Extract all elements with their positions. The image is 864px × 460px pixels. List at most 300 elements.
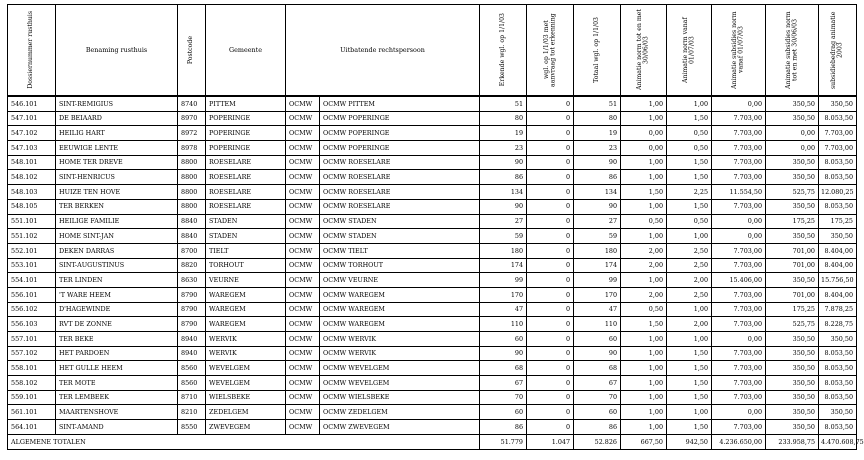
cell-beds-pending: 0 — [527, 214, 574, 229]
cell-beds-recognized: 59 — [480, 229, 527, 244]
cell-beds-total: 90 — [574, 199, 621, 214]
cell-gemeente: WERVIK — [206, 346, 286, 361]
cell-norm-old: 0,00 — [621, 141, 667, 156]
table-row — [8, 376, 857, 391]
cell-subsidy-old: 350,50 — [766, 273, 819, 288]
cell-subsidy-new: 7.703,00 — [712, 317, 766, 332]
cell-subsidy-old: 0,00 — [766, 141, 819, 156]
cell-norm-new: 2,00 — [667, 317, 712, 332]
cell-norm-new: 1,50 — [667, 420, 712, 435]
cell-operator: OCMW POPERINGE — [320, 141, 480, 156]
cell-norm-old: 1,00 — [621, 390, 667, 405]
nursing-home-subsidy-table — [7, 4, 864, 450]
cell-dossier: 547.101 — [8, 111, 56, 126]
cell-name: RVT DE ZONNE — [56, 317, 178, 332]
cell-dossier: 558.102 — [8, 376, 56, 391]
cell-beds-total: 90 — [574, 346, 621, 361]
cell-dossier: 556.103 — [8, 317, 56, 332]
cell-subsidy-new: 0,00 — [712, 229, 766, 244]
cell-name: SINT-AUGUSTINUS — [56, 258, 178, 273]
header-norm-old: Animatie norm tot en met 30/06/03 — [621, 5, 667, 97]
cell-postcode: 8940 — [178, 346, 206, 361]
cell-operator: OCMW WAREGEM — [320, 317, 480, 332]
table-row — [8, 126, 857, 141]
cell-norm-new: 2,50 — [667, 287, 712, 302]
cell-name: HET GULLE HEEM — [56, 361, 178, 376]
cell-beds-total: 99 — [574, 273, 621, 288]
cell-beds-total: 180 — [574, 243, 621, 258]
cell-postcode: 8550 — [178, 420, 206, 435]
cell-beds-total: 86 — [574, 420, 621, 435]
cell-operator-type: OCMW — [286, 287, 320, 302]
cell-subsidy-old: 350,50 — [766, 111, 819, 126]
cell-subsidy-amount: 350,50 — [819, 332, 857, 347]
cell-norm-old: 1,00 — [621, 229, 667, 244]
cell-norm-old: 1,00 — [621, 420, 667, 435]
cell-beds-total: 110 — [574, 317, 621, 332]
cell-postcode: 8740 — [178, 96, 206, 111]
cell-beds-recognized: 67 — [480, 376, 527, 391]
cell-name: EEUWIGE LENTE — [56, 141, 178, 156]
totals-label: ALGEMENE TOTALEN — [8, 434, 480, 449]
cell-dossier: 557.101 — [8, 332, 56, 347]
cell-dossier: 548.101 — [8, 155, 56, 170]
cell-name: TER MOTE — [56, 376, 178, 391]
cell-norm-new: 1,00 — [667, 229, 712, 244]
totals-norm-old: 667,50 — [621, 434, 667, 449]
cell-beds-pending: 0 — [527, 405, 574, 420]
cell-dossier: 556.102 — [8, 302, 56, 317]
cell-operator: OCMW ROESELARE — [320, 170, 480, 185]
cell-operator-type: OCMW — [286, 126, 320, 141]
cell-dossier: 546.101 — [8, 96, 56, 111]
header-gemeente: Gemeente — [206, 5, 286, 97]
table-row — [8, 361, 857, 376]
cell-norm-new: 1,50 — [667, 390, 712, 405]
cell-operator: OCMW WEVELGEM — [320, 376, 480, 391]
cell-subsidy-amount: 350,50 — [819, 96, 857, 111]
cell-beds-total: 70 — [574, 390, 621, 405]
cell-norm-new: 1,50 — [667, 361, 712, 376]
table-row — [8, 332, 857, 347]
cell-dossier: 553.101 — [8, 258, 56, 273]
cell-norm-old: 1,50 — [621, 185, 667, 200]
cell-operator-type: OCMW — [286, 405, 320, 420]
cell-beds-recognized: 47 — [480, 302, 527, 317]
cell-norm-new: 1,50 — [667, 170, 712, 185]
cell-beds-recognized: 60 — [480, 332, 527, 347]
cell-beds-pending: 0 — [527, 185, 574, 200]
cell-operator-type: OCMW — [286, 214, 320, 229]
cell-dossier: 548.105 — [8, 199, 56, 214]
cell-gemeente: ZEDELGEM — [206, 405, 286, 420]
cell-operator: OCMW PITTEM — [320, 96, 480, 111]
cell-operator-type: OCMW — [286, 185, 320, 200]
cell-operator-type: OCMW — [286, 302, 320, 317]
cell-norm-old: 1,00 — [621, 332, 667, 347]
cell-postcode: 8700 — [178, 243, 206, 258]
cell-subsidy-new: 0,00 — [712, 214, 766, 229]
cell-subsidy-old: 350,50 — [766, 332, 819, 347]
cell-norm-new: 1,50 — [667, 346, 712, 361]
cell-operator-type: OCMW — [286, 376, 320, 391]
cell-beds-pending: 0 — [527, 376, 574, 391]
cell-postcode: 8790 — [178, 317, 206, 332]
cell-norm-old: 2,00 — [621, 258, 667, 273]
cell-operator-type: OCMW — [286, 332, 320, 347]
cell-beds-recognized: 99 — [480, 273, 527, 288]
cell-subsidy-old: 350,50 — [766, 346, 819, 361]
cell-operator-type: OCMW — [286, 155, 320, 170]
cell-gemeente: STADEN — [206, 229, 286, 244]
header-beds-in-progress: wgl. op 1/1/03 met aanvraag tot erkenning — [527, 5, 574, 97]
cell-gemeente: POPERINGE — [206, 111, 286, 126]
cell-operator: OCMW WEVELGEM — [320, 361, 480, 376]
cell-dossier: 557.102 — [8, 346, 56, 361]
cell-operator-type: OCMW — [286, 170, 320, 185]
cell-subsidy-amount: 8.053,50 — [819, 170, 857, 185]
cell-dossier: 548.102 — [8, 170, 56, 185]
cell-norm-new: 0,50 — [667, 126, 712, 141]
cell-postcode: 8790 — [178, 287, 206, 302]
cell-gemeente: WEVELGEM — [206, 376, 286, 391]
table-row — [8, 170, 857, 185]
cell-dossier: 552.101 — [8, 243, 56, 258]
cell-norm-old: 1,00 — [621, 273, 667, 288]
header-subsidy-norm-new: Animatie subsidies norm vanaf 01/07/03 — [712, 5, 766, 97]
cell-subsidy-new: 7.703,00 — [712, 155, 766, 170]
header-beds-total: Totaal wgl. op 1/1/03 — [574, 5, 621, 97]
cell-subsidy-amount: 350,50 — [819, 229, 857, 244]
cell-norm-new: 1,00 — [667, 302, 712, 317]
cell-beds-recognized: 174 — [480, 258, 527, 273]
cell-subsidy-new: 7.703,00 — [712, 390, 766, 405]
cell-beds-total: 23 — [574, 141, 621, 156]
cell-subsidy-amount: 8.404,00 — [819, 287, 857, 302]
cell-operator: OCMW WIELSBEKE — [320, 390, 480, 405]
cell-name: HOME TER DREVE — [56, 155, 178, 170]
cell-subsidy-old: 701,00 — [766, 287, 819, 302]
cell-norm-old: 0,50 — [621, 214, 667, 229]
cell-dossier: 547.103 — [8, 141, 56, 156]
cell-name: SINT-AMAND — [56, 420, 178, 435]
cell-beds-total: 67 — [574, 376, 621, 391]
cell-gemeente: PITTEM — [206, 96, 286, 111]
cell-operator-type: OCMW — [286, 229, 320, 244]
cell-subsidy-new: 7.703,00 — [712, 141, 766, 156]
cell-name: HET PARDOEN — [56, 346, 178, 361]
cell-name: HOME SINT-JAN — [56, 229, 178, 244]
cell-subsidy-old: 350,50 — [766, 361, 819, 376]
header-postcode: Postcode — [178, 5, 206, 97]
cell-subsidy-amount: 7.703,00 — [819, 141, 857, 156]
cell-postcode: 8840 — [178, 214, 206, 229]
cell-beds-total: 174 — [574, 258, 621, 273]
cell-subsidy-amount: 12.080,25 — [819, 185, 857, 200]
cell-beds-recognized: 110 — [480, 317, 527, 332]
header-name: Benaming rusthuis — [56, 5, 178, 97]
cell-gemeente: ROESELARE — [206, 199, 286, 214]
header-beds-recognized: Erkende wgl. op 1/1/03 — [480, 5, 527, 97]
cell-name: MAARTENSHOVE — [56, 405, 178, 420]
cell-beds-recognized: 86 — [480, 170, 527, 185]
cell-dossier: 559.101 — [8, 390, 56, 405]
cell-gemeente: WAREGEM — [206, 317, 286, 332]
cell-norm-old: 1,00 — [621, 199, 667, 214]
totals-subsidy-new: 4.236.650,00 — [712, 434, 766, 449]
cell-operator: OCMW ZWEVEGEM — [320, 420, 480, 435]
cell-beds-recognized: 27 — [480, 214, 527, 229]
cell-postcode: 8800 — [178, 155, 206, 170]
cell-beds-recognized: 60 — [480, 405, 527, 420]
cell-beds-recognized: 51 — [480, 96, 527, 111]
cell-beds-total: 47 — [574, 302, 621, 317]
cell-subsidy-amount: 7.878,25 — [819, 302, 857, 317]
cell-subsidy-old: 350,50 — [766, 170, 819, 185]
cell-beds-recognized: 19 — [480, 126, 527, 141]
cell-subsidy-new: 15.406,00 — [712, 273, 766, 288]
cell-beds-pending: 0 — [527, 126, 574, 141]
cell-norm-new: 0,50 — [667, 214, 712, 229]
cell-subsidy-new: 7.703,00 — [712, 287, 766, 302]
cell-beds-recognized: 170 — [480, 287, 527, 302]
cell-subsidy-old: 0,00 — [766, 126, 819, 141]
table-row — [8, 199, 857, 214]
cell-norm-old: 2,00 — [621, 287, 667, 302]
cell-postcode: 8710 — [178, 390, 206, 405]
cell-norm-new: 1,50 — [667, 376, 712, 391]
cell-subsidy-old: 350,50 — [766, 405, 819, 420]
cell-norm-old: 1,00 — [621, 96, 667, 111]
cell-subsidy-new: 0,00 — [712, 96, 766, 111]
cell-postcode: 8560 — [178, 376, 206, 391]
cell-norm-old: 1,00 — [621, 361, 667, 376]
cell-name: DEKEN DARRAS — [56, 243, 178, 258]
cell-norm-new: 1,50 — [667, 111, 712, 126]
cell-beds-total: 90 — [574, 155, 621, 170]
cell-name: HUIZE TEN HOVE — [56, 185, 178, 200]
cell-beds-total: 170 — [574, 287, 621, 302]
cell-postcode: 8800 — [178, 185, 206, 200]
cell-subsidy-amount: 8.053,50 — [819, 420, 857, 435]
cell-operator-type: OCMW — [286, 258, 320, 273]
totals-subsidy-old: 233.958,75 — [766, 434, 819, 449]
cell-gemeente: WAREGEM — [206, 302, 286, 317]
cell-postcode: 8840 — [178, 229, 206, 244]
cell-postcode: 8790 — [178, 302, 206, 317]
cell-operator: OCMW ROESELARE — [320, 185, 480, 200]
cell-operator-type: OCMW — [286, 96, 320, 111]
cell-beds-recognized: 90 — [480, 346, 527, 361]
cell-subsidy-old: 701,00 — [766, 258, 819, 273]
table-row — [8, 390, 857, 405]
cell-dossier: 548.103 — [8, 185, 56, 200]
table-row — [8, 185, 857, 200]
cell-subsidy-new: 7.703,00 — [712, 199, 766, 214]
cell-postcode: 8800 — [178, 170, 206, 185]
cell-operator: OCMW WAREGEM — [320, 287, 480, 302]
header-dossier: Dossiernummer rusthuis — [8, 5, 56, 97]
cell-beds-recognized: 90 — [480, 155, 527, 170]
cell-gemeente: WEVELGEM — [206, 361, 286, 376]
cell-operator-type: OCMW — [286, 390, 320, 405]
table-row — [8, 287, 857, 302]
cell-operator-type: OCMW — [286, 317, 320, 332]
cell-norm-old: 1,00 — [621, 170, 667, 185]
cell-subsidy-new: 7.703,00 — [712, 258, 766, 273]
cell-subsidy-new: 11.554,50 — [712, 185, 766, 200]
table-row — [8, 141, 857, 156]
cell-dossier: 547.102 — [8, 126, 56, 141]
cell-beds-recognized: 68 — [480, 361, 527, 376]
table-row — [8, 243, 857, 258]
cell-subsidy-new: 0,00 — [712, 405, 766, 420]
cell-subsidy-old: 350,50 — [766, 199, 819, 214]
cell-beds-total: 51 — [574, 96, 621, 111]
cell-beds-pending: 0 — [527, 170, 574, 185]
table-row — [8, 229, 857, 244]
cell-gemeente: WIELSBEKE — [206, 390, 286, 405]
cell-postcode: 8940 — [178, 332, 206, 347]
cell-beds-total: 60 — [574, 332, 621, 347]
cell-gemeente: TIELT — [206, 243, 286, 258]
cell-dossier: 551.101 — [8, 214, 56, 229]
cell-operator: OCMW ZEDELGEM — [320, 405, 480, 420]
cell-postcode: 8972 — [178, 126, 206, 141]
cell-subsidy-new: 7.703,00 — [712, 170, 766, 185]
table-row — [8, 273, 857, 288]
totals-beds: 52.826 — [574, 434, 621, 449]
cell-postcode: 8978 — [178, 141, 206, 156]
cell-name: HEILIGE FAMILIE — [56, 214, 178, 229]
table-row — [8, 420, 857, 435]
cell-norm-new: 1,00 — [667, 96, 712, 111]
cell-beds-pending: 0 — [527, 273, 574, 288]
cell-norm-old: 2,00 — [621, 243, 667, 258]
cell-dossier: 561.101 — [8, 405, 56, 420]
cell-subsidy-amount: 15.756,50 — [819, 273, 857, 288]
cell-operator: OCMW WAREGEM — [320, 302, 480, 317]
cell-operator-type: OCMW — [286, 273, 320, 288]
cell-dossier: 556.101 — [8, 287, 56, 302]
cell-subsidy-old: 350,50 — [766, 96, 819, 111]
cell-subsidy-amount: 175,25 — [819, 214, 857, 229]
cell-beds-recognized: 80 — [480, 111, 527, 126]
header-row — [8, 5, 857, 97]
cell-beds-pending: 0 — [527, 361, 574, 376]
cell-beds-pending: 0 — [527, 302, 574, 317]
cell-postcode: 8630 — [178, 273, 206, 288]
totals-row — [8, 434, 857, 449]
cell-operator-type: OCMW — [286, 199, 320, 214]
cell-subsidy-amount: 7.703,00 — [819, 126, 857, 141]
cell-gemeente: ROESELARE — [206, 155, 286, 170]
cell-dossier: 551.102 — [8, 229, 56, 244]
cell-beds-pending: 0 — [527, 155, 574, 170]
totals-norm-new: 942,50 — [667, 434, 712, 449]
table-row — [8, 258, 857, 273]
cell-subsidy-new: 7.703,00 — [712, 243, 766, 258]
cell-beds-pending: 0 — [527, 229, 574, 244]
cell-operator: OCMW WERVIK — [320, 346, 480, 361]
cell-operator-type: OCMW — [286, 420, 320, 435]
totals-pending: 1.047 — [527, 434, 574, 449]
cell-norm-new: 2,00 — [667, 273, 712, 288]
cell-operator: OCMW TIELT — [320, 243, 480, 258]
cell-beds-pending: 0 — [527, 111, 574, 126]
cell-dossier: 558.101 — [8, 361, 56, 376]
cell-subsidy-new: 7.703,00 — [712, 361, 766, 376]
table-row — [8, 214, 857, 229]
cell-subsidy-old: 350,50 — [766, 229, 819, 244]
cell-subsidy-amount: 8.053,50 — [819, 155, 857, 170]
header-norm-new: Animatie norm vanaf 01/07/03 — [667, 5, 712, 97]
cell-operator-type: OCMW — [286, 243, 320, 258]
cell-norm-old: 1,50 — [621, 317, 667, 332]
cell-name: D'HAGEWINDE — [56, 302, 178, 317]
cell-subsidy-amount: 8.053,50 — [819, 346, 857, 361]
cell-gemeente: POPERINGE — [206, 126, 286, 141]
cell-operator-type: OCMW — [286, 361, 320, 376]
cell-operator: OCMW POPERINGE — [320, 111, 480, 126]
cell-subsidy-old: 350,50 — [766, 155, 819, 170]
header-operator: Uitbatende rechtspersoon — [286, 5, 480, 97]
cell-norm-new: 1,00 — [667, 332, 712, 347]
cell-norm-old: 1,00 — [621, 405, 667, 420]
cell-name: HEILIG HART — [56, 126, 178, 141]
cell-norm-new: 1,50 — [667, 199, 712, 214]
cell-gemeente: TORHOUT — [206, 258, 286, 273]
cell-beds-recognized: 70 — [480, 390, 527, 405]
table-row — [8, 317, 857, 332]
cell-beds-total: 19 — [574, 126, 621, 141]
cell-subsidy-amount: 8.404,00 — [819, 258, 857, 273]
cell-beds-pending: 0 — [527, 420, 574, 435]
cell-gemeente: ZWEVEGEM — [206, 420, 286, 435]
table-row — [8, 346, 857, 361]
cell-subsidy-new: 7.703,00 — [712, 420, 766, 435]
cell-subsidy-new: 7.703,00 — [712, 302, 766, 317]
cell-subsidy-amount: 8.053,50 — [819, 390, 857, 405]
cell-norm-old: 1,00 — [621, 346, 667, 361]
cell-beds-total: 134 — [574, 185, 621, 200]
table-row — [8, 302, 857, 317]
cell-norm-new: 2,50 — [667, 258, 712, 273]
cell-operator-type: OCMW — [286, 346, 320, 361]
cell-name: TER LEMBEEK — [56, 390, 178, 405]
table-row — [8, 405, 857, 420]
cell-beds-total: 86 — [574, 170, 621, 185]
cell-norm-old: 1,00 — [621, 111, 667, 126]
cell-norm-old: 1,00 — [621, 376, 667, 391]
cell-operator-type: OCMW — [286, 111, 320, 126]
totals-recognized: 51.779 — [480, 434, 527, 449]
cell-beds-total: 60 — [574, 405, 621, 420]
cell-gemeente: VEURNE — [206, 273, 286, 288]
cell-operator-type: OCMW — [286, 141, 320, 156]
cell-subsidy-amount: 8.053,50 — [819, 199, 857, 214]
cell-gemeente: ROESELARE — [206, 185, 286, 200]
cell-subsidy-old: 350,50 — [766, 376, 819, 391]
cell-operator: OCMW POPERINGE — [320, 126, 480, 141]
cell-beds-recognized: 23 — [480, 141, 527, 156]
cell-subsidy-new: 7.703,00 — [712, 111, 766, 126]
cell-operator: OCMW ROESELARE — [320, 155, 480, 170]
cell-beds-pending: 0 — [527, 287, 574, 302]
cell-subsidy-new: 0,00 — [712, 332, 766, 347]
cell-norm-new: 1,00 — [667, 405, 712, 420]
cell-name: TER LINDEN — [56, 273, 178, 288]
